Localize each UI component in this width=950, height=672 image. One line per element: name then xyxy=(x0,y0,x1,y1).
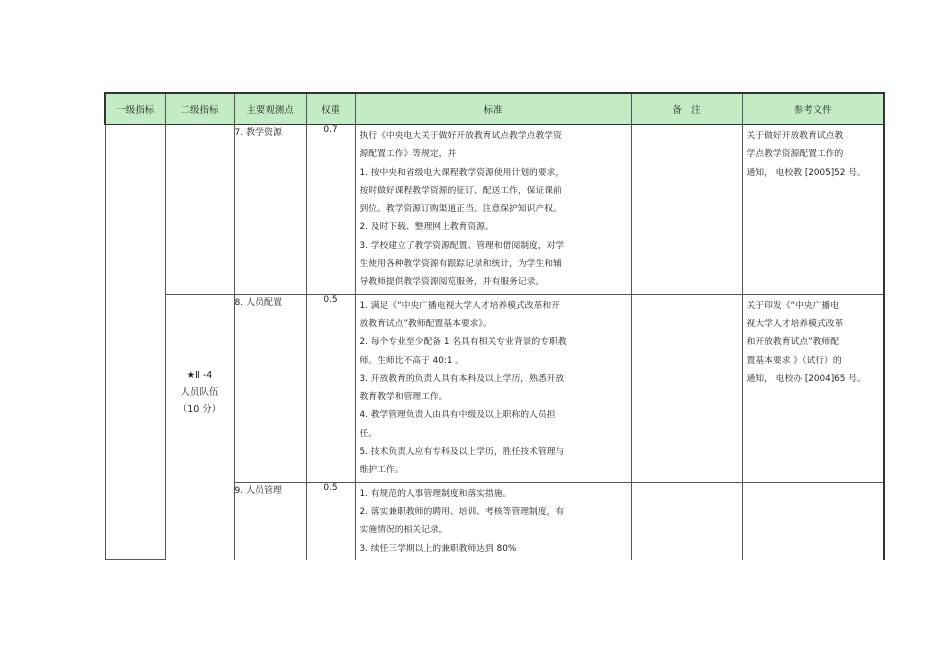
remarks-cell xyxy=(631,294,742,482)
header-remarks: 备 注 xyxy=(631,93,742,125)
standard-line: 执行《中央电大关于做好开放教育试点教学点教学资 xyxy=(359,131,562,141)
standard-cell xyxy=(355,125,631,295)
observation-point-cell: 7. 教学资源 xyxy=(234,125,306,295)
header-level1: 一级指标 xyxy=(105,93,165,125)
standard-line: 任。 xyxy=(359,428,378,439)
level1-cell xyxy=(105,125,165,560)
standard-line: 3. 学校建立了教学资源配置、管理和借阅制度，对学 xyxy=(359,240,565,251)
reference-line: 置基本要求 》（试行）的 xyxy=(746,355,842,366)
reference-line: 关于印发《“中央广播电 xyxy=(746,300,840,311)
secondary-indicator-name: 人员队伍 xyxy=(180,386,219,398)
standard-line: 2. 每个专业至少配备 1 名具有相关专业背景的专职教 xyxy=(359,337,567,348)
reference-line: 和开放教育试点”教师配 xyxy=(746,337,840,348)
reference-cell xyxy=(742,125,884,295)
table-row xyxy=(105,294,884,482)
table-row xyxy=(105,125,884,295)
standard-line: 3. 开放教育的负责人具有本科及以上学历，熟悉开放 xyxy=(359,373,565,384)
standard-line: 1. 有规范的人事管理制度和落实措施。 xyxy=(359,488,512,499)
standard-line: 放教育试点”教师配置基本要求》。 xyxy=(359,318,492,329)
standard-line: 2. 落实兼职教师的聘用、培训、考核等管理制度，有 xyxy=(359,506,565,517)
header-row xyxy=(105,93,884,125)
reference-line: 视大学人才培养模式改革 xyxy=(746,318,844,329)
remarks-cell xyxy=(631,482,742,560)
standard-line: 1. 满足《“中央广播电视大学人才培养模式改革和开 xyxy=(359,300,560,311)
standard-cell xyxy=(355,482,631,560)
reference-line: 通知， 电校教 [2005]52 号。 xyxy=(746,167,866,178)
standard-line: 生使用各种教学资源有跟踪记录和统计，为学生和辅 xyxy=(359,259,562,270)
standard-cell xyxy=(355,294,631,482)
reference-line: 关于做好开放教育试点教 xyxy=(746,131,844,141)
reference-cell xyxy=(742,294,884,482)
level2-cell xyxy=(165,294,234,560)
standard-line: 师。生师比不高于 40:1 。 xyxy=(359,355,465,366)
header-standard: 标准 xyxy=(355,93,631,125)
secondary-indicator-code: ★Ⅱ -4 xyxy=(186,369,213,381)
standard-line: 到位。教学资源订购渠道正当。注意保护知识产权。 xyxy=(359,204,562,215)
evaluation-table xyxy=(104,92,885,560)
header-weight: 权重 xyxy=(306,93,355,125)
standard-line: 3. 续任三学期以上的兼职教师达到 80% xyxy=(359,543,517,554)
remarks-cell xyxy=(631,125,742,295)
standard-line: 维护工作。 xyxy=(359,465,404,476)
standard-line: 1. 按中央和省级电大课程教学资源使用计划的要求， xyxy=(359,167,565,178)
reference-cell xyxy=(742,482,884,560)
standard-line: 5. 技术负责人应有专科及以上学历，胜任技术管理与 xyxy=(359,447,565,458)
standard-line: 源配置工作》等规定，并 xyxy=(359,149,457,160)
secondary-indicator-score: （10 分） xyxy=(177,403,222,415)
weight-cell: 0.5 xyxy=(306,294,355,482)
level2-cell-empty xyxy=(165,125,234,295)
observation-point-cell: 9. 人员管理 xyxy=(234,482,306,560)
weight-cell: 0.7 xyxy=(306,125,355,295)
standard-line: 2. 及时下载、整理网上教育资源。 xyxy=(359,222,494,233)
observation-point-cell: 8. 人员配置 xyxy=(234,294,306,482)
standard-line: 导教师提供教学资源阅览服务，并有服务记录。 xyxy=(359,277,545,288)
header-observation-point: 主要观测点 xyxy=(234,93,306,125)
header-reference: 参考文件 xyxy=(742,93,884,125)
header-level2: 二级指标 xyxy=(165,93,234,125)
reference-line: 学点教学资源配置工作的 xyxy=(746,149,844,160)
standard-line: 按时做好课程教学资源的征订、配送工作，保证课前 xyxy=(359,185,562,196)
reference-line: 通知， 电校办 [2004]65 号。 xyxy=(746,373,866,384)
standard-line: 4. 教学管理负责人由具有中级及以上职称的人员担 xyxy=(359,410,556,421)
standard-line: 实施情况的相关记录。 xyxy=(359,525,448,536)
weight-cell: 0.5 xyxy=(306,482,355,560)
standard-line: 教育教学和管理工作。 xyxy=(359,392,448,403)
